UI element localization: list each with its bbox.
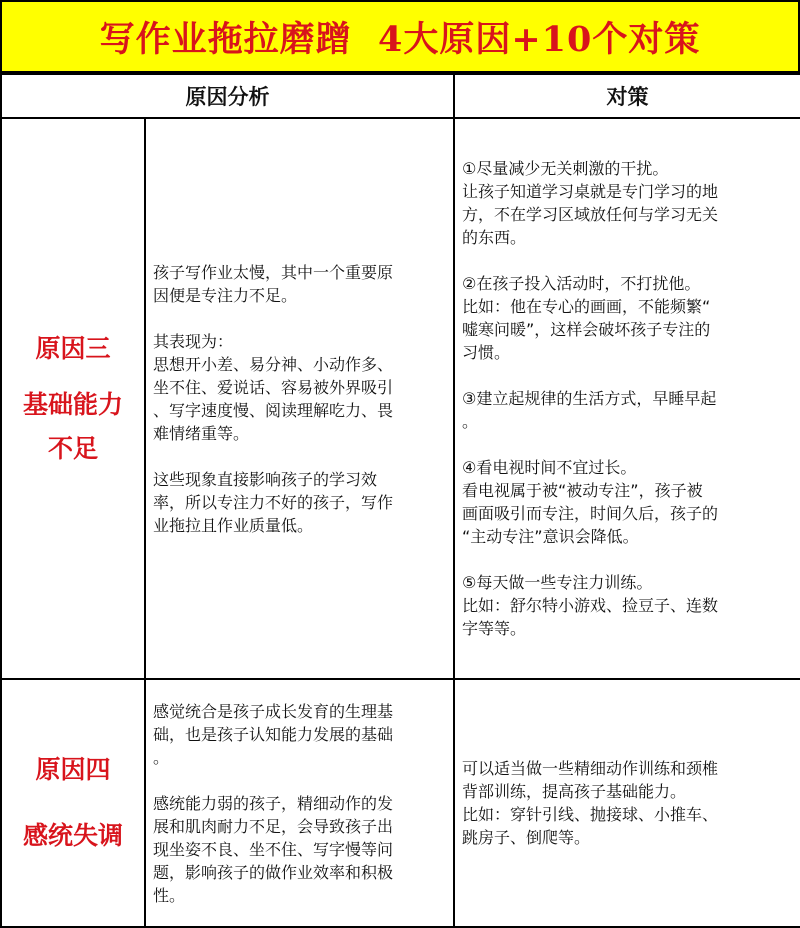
text-line: 比如：他在专心的画画，不能频繁“ [462, 297, 711, 316]
paragraph-gap [153, 307, 447, 330]
text-line: 题，影响孩子的做作业效率和积极 [153, 862, 394, 882]
text-line: 比如：舒尔特小游戏、捡豆子、连数 [462, 596, 719, 615]
text-line: “主动专注”意识会降低。 [462, 527, 639, 546]
text-line: 让孩子知道学习桌就是专门学习的地 [462, 182, 719, 201]
text-line: 其表现为： [153, 331, 234, 351]
analysis-text-block [153, 261, 447, 537]
text-line: 。 [153, 747, 170, 767]
text-line: ②在孩子投入活动时，不打扰他。 [462, 274, 701, 293]
text-line: 率，所以专注力不好的孩子，写作 [153, 492, 394, 512]
analysis-text-block [153, 700, 447, 907]
text-line: 跳房子、倒爬等。 [462, 828, 591, 847]
paragraph-gap [153, 769, 447, 792]
text-line: 因便是专注力不足。 [153, 285, 298, 305]
text-line: 习惯。 [462, 343, 511, 362]
reason-title-line: 原因四 [35, 755, 111, 784]
reason-3-measures [454, 118, 800, 679]
text-line: ③建立起规律的生活方式，早睡早起 [462, 389, 717, 408]
text-line: 比如：穿针引线、抛接球、小推车、 [462, 805, 719, 824]
title-banner [0, 0, 800, 73]
text-line: 嘘寒问暖”，这样会破坏孩子专注的 [462, 320, 711, 339]
text-line: 现坐姿不良、坐不住、写字慢等问 [153, 839, 394, 859]
text-line: 画面吸引而专注，时间久后，孩子的 [462, 504, 719, 523]
section-row-reason-4 [1, 679, 800, 927]
header-measures: 对策 [454, 74, 800, 118]
text-line: 础，也是孩子认知能力发展的基础 [153, 724, 394, 744]
measures-text-block [462, 757, 794, 849]
reason-title-line: 原因三 [35, 333, 111, 363]
text-line: 感统能力弱的孩子，精细动作的发 [153, 793, 394, 813]
text-line: 。 [462, 412, 479, 431]
page-title: 写作业拖拉磨蹭 4大原因+10个对策 [99, 18, 701, 60]
reason-title-line: 不足 [47, 433, 98, 463]
reason-title-line: 感统失调 [22, 821, 123, 850]
reasons-table [0, 73, 800, 928]
text-line: 字等等。 [462, 619, 527, 638]
header-analysis: 原因分析 [1, 74, 454, 118]
paragraph-gap [462, 548, 794, 571]
paragraph-gap [462, 364, 794, 387]
reason-4-analysis [145, 679, 454, 927]
reason-4-measures [454, 679, 800, 927]
paragraph-gap [462, 433, 794, 456]
reason-4-title [1, 679, 145, 927]
text-line: ①尽量减少无关刺激的干扰。 [462, 159, 669, 178]
text-line: 、写字速度慢、阅读理解吃力、畏 [153, 400, 394, 420]
reason-3-analysis [145, 118, 454, 679]
text-line: 业拖拉且作业质量低。 [153, 515, 314, 535]
paragraph-gap [153, 445, 447, 468]
text-line: 可以适当做一些精细动作训练和颈椎 [462, 759, 719, 778]
text-line: 看电视属于被“被动专注”，孩子被 [462, 481, 703, 500]
section-row-reason-3 [1, 118, 800, 679]
text-line: 的东西。 [462, 228, 527, 247]
text-line: 这些现象直接影响孩子的学习效 [153, 469, 378, 489]
text-line: ④看电视时间不宜过长。 [462, 458, 637, 477]
text-line: 感觉统合是孩子成长发育的生理基 [153, 701, 394, 721]
reason-3-title [1, 118, 145, 679]
text-line: 性。 [153, 885, 186, 905]
text-line: 坐不住、爱说话、容易被外界吸引 [153, 377, 394, 397]
text-line: 方，不在学习区域放任何与学习无关 [462, 205, 719, 224]
text-line: 背部训练，提高孩子基础能力。 [462, 782, 687, 801]
text-line: 思想开小差、易分神、小动作多、 [153, 354, 394, 374]
reason-title-line: 基础能力 [22, 389, 123, 419]
paragraph-gap [462, 249, 794, 272]
header-row [1, 74, 800, 118]
text-line: 孩子写作业太慢，其中一个重要原 [153, 262, 394, 282]
text-line: ⑤每天做一些专注力训练。 [462, 573, 653, 592]
measures-text-block [462, 157, 794, 640]
text-line: 难情绪重等。 [153, 423, 250, 443]
text-line: 展和肌肉耐力不足，会导致孩子出 [153, 816, 394, 836]
